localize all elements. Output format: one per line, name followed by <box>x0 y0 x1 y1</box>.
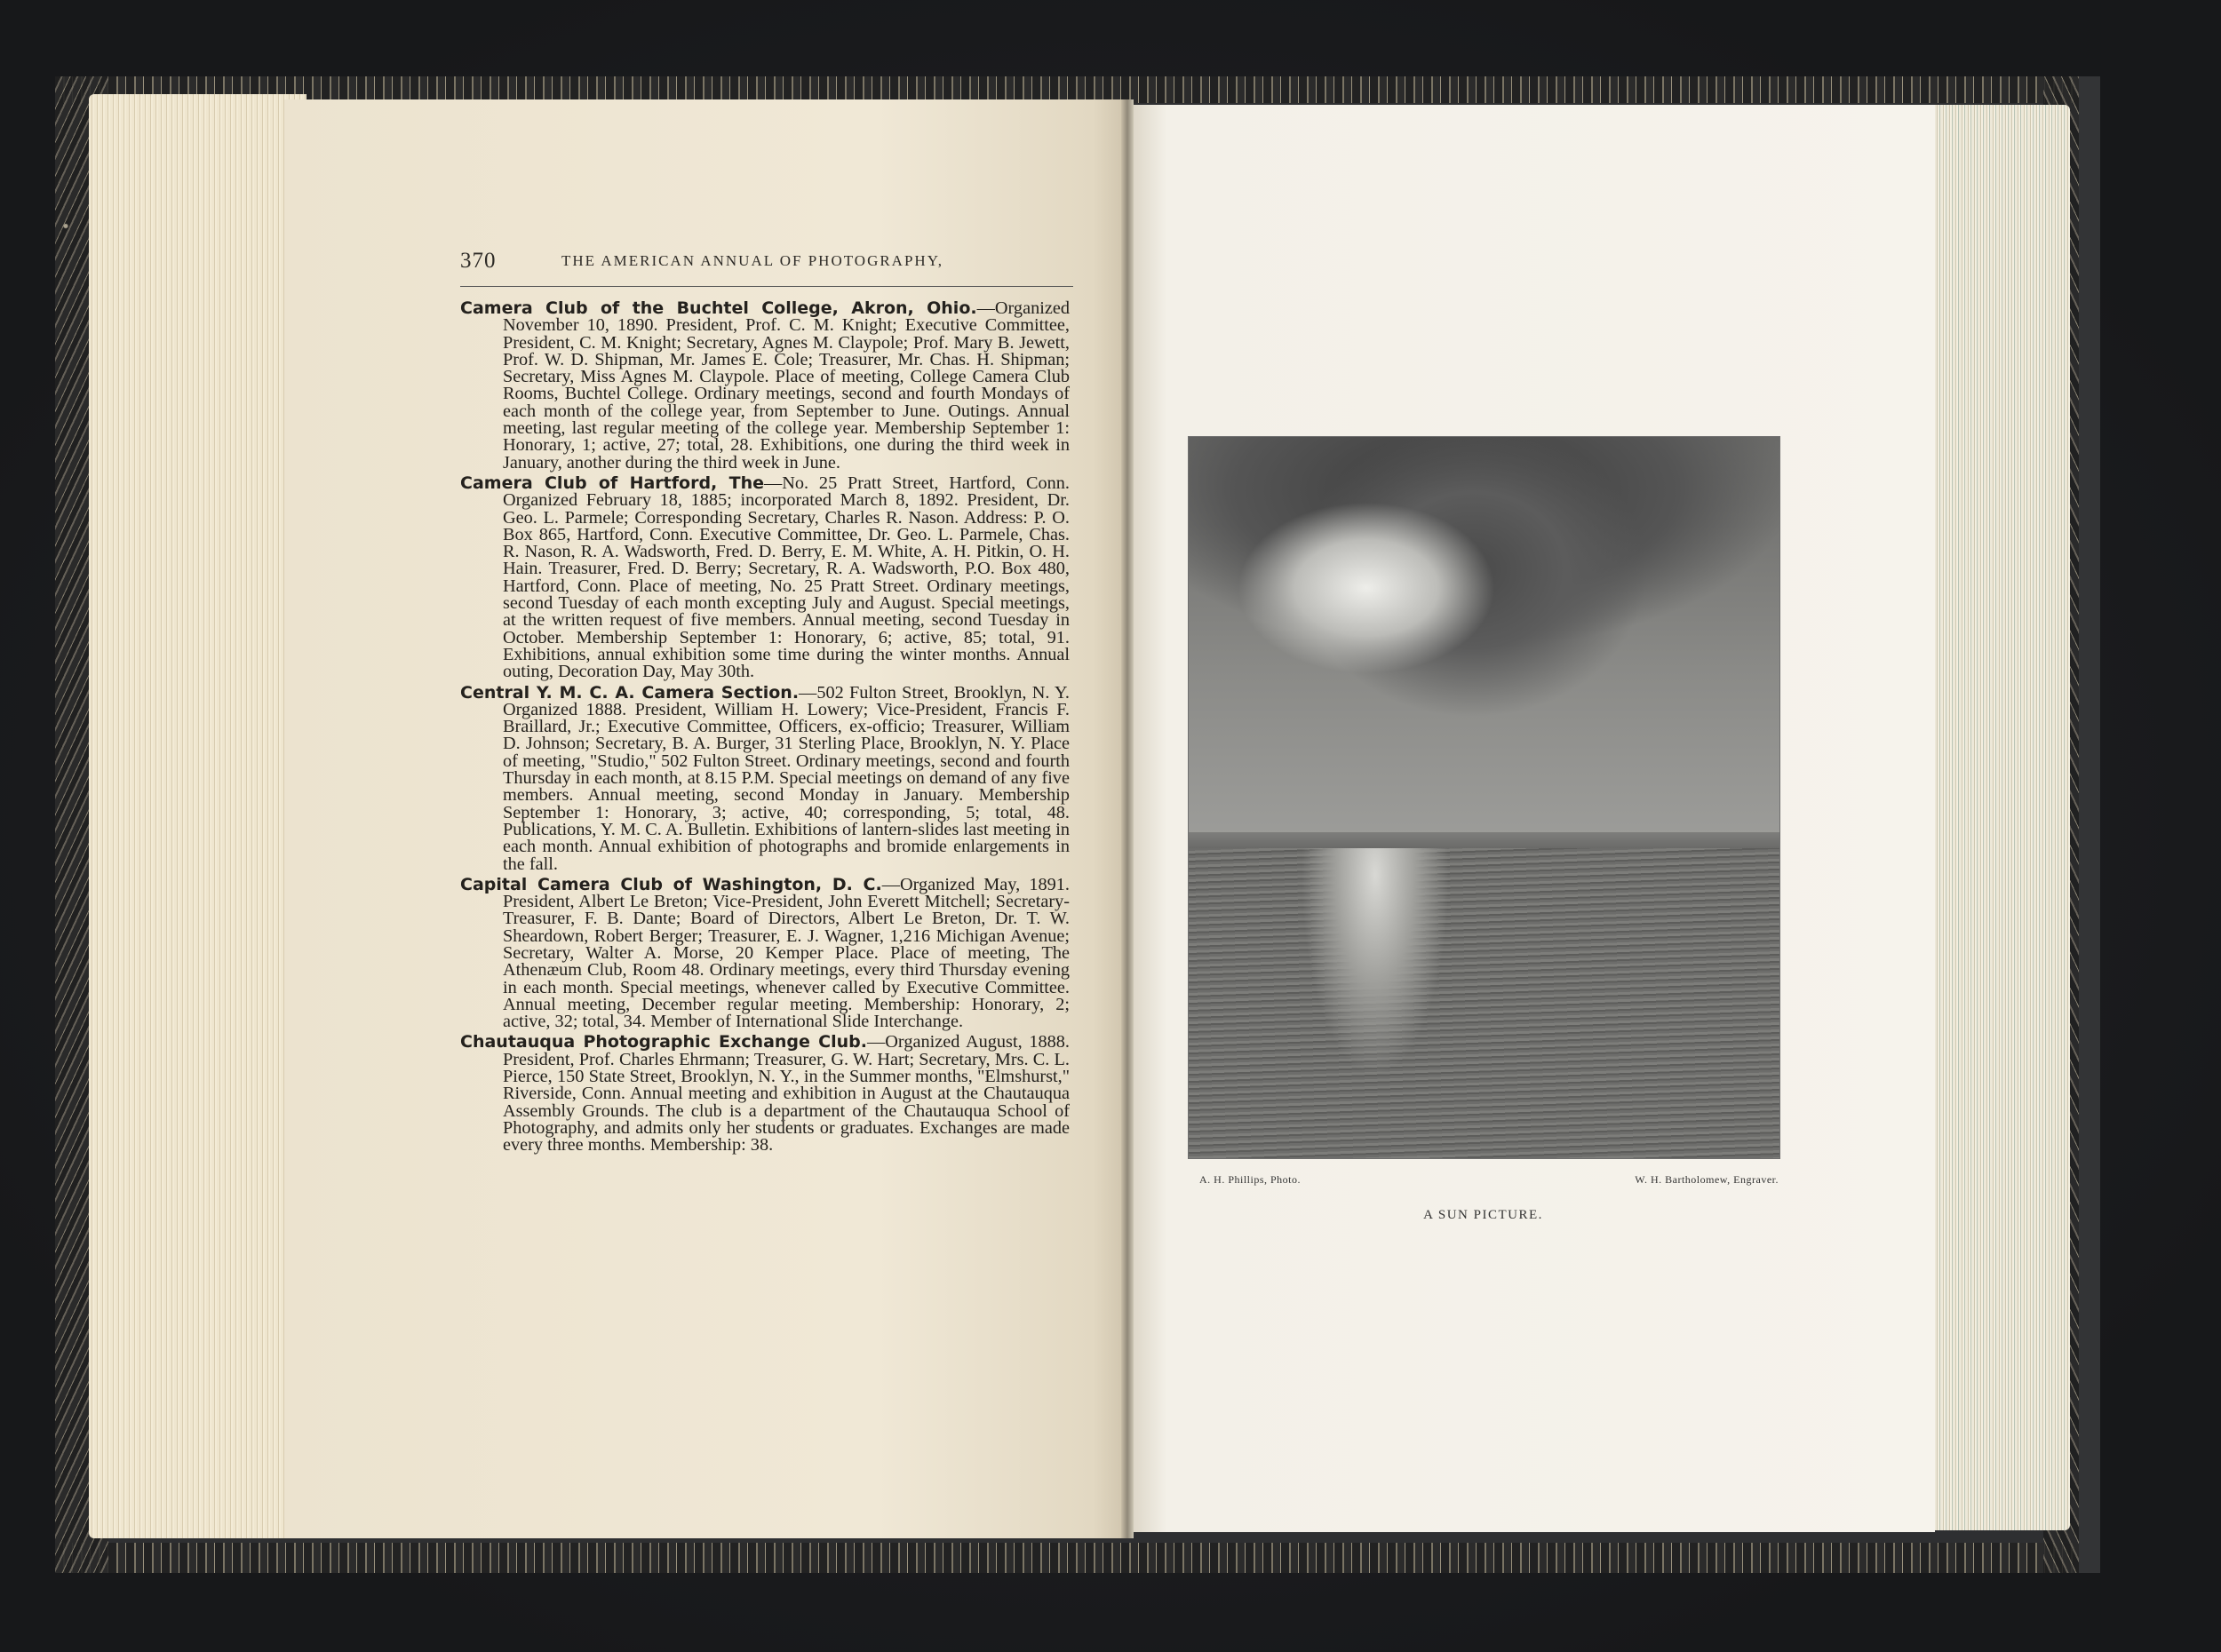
marbled-board-bottom <box>55 1543 2100 1573</box>
book-gutter <box>1121 99 1134 1538</box>
header-rule <box>460 286 1073 287</box>
club-details: —No. 25 Pratt Street, Hartford, Conn. Organized February 18, 1885; incorporated March 8, 1892. President, Dr. Geo. L. Parmele; Corresponding Secretary, Charles R. Nason. Address: P. O. Box 865, Hartford, Conn. Executive Committee, Dr. Geo. L. Parmele, Chas. R. Nason, R. A. Wadsworth, Fred. D. Berry, E. M. White, A. H. Pitkin, O. H. Hain. Treasurer, Fred. D. Berry; Secretary, R. A. Wadsworth, P.O. Box 480, Hartford, Conn. Place of meeting, No. 25 Pratt Street. Ordinary meetings, second Tuesday of each month excepting July and August. Special meetings, at the written request of five members. Annual meeting, second Tuesday in October. Membership September 1: Honorary, 6; active, 85; total, 91. Exhibitions, annual exhibition some time during the winter months. Annual outing, Decoration Day, May 30th. <box>503 473 1070 682</box>
photographer-credit: A. H. Phillips, Photo. <box>1199 1173 1302 1186</box>
page-edges-right <box>1928 105 2070 1530</box>
club-listing <box>460 300 1070 1158</box>
club-entry <box>460 300 1070 472</box>
club-entry <box>460 1034 1070 1154</box>
journal-title: THE AMERICAN ANNUAL OF PHOTOGRAPHY, <box>561 252 944 269</box>
club-entry <box>460 874 1070 1032</box>
engraver-credit: W. H. Bartholomew, Engraver. <box>1635 1173 1779 1186</box>
plate-caption: A SUN PICTURE. <box>1423 1208 1543 1222</box>
club-details: —Organized November 10, 1890. President, Prof. C. M. Knight; Executive Committee, President, C. M. Knight; Secretary, Agnes M. Claypole; Prof. Mary B. Jewett, Prof. W. D. Shipman, Mr. James E. Cole; Treasurer, Mr. Chas. H. Shipman; Secretary, Miss Agnes M. Claypole. Place of meeting, College Camera Club Rooms, Buchtel College. Ordinary meetings, second and fourth Mondays of each month of the college year, from September to June. Outings. Annual meeting, last regular meeting of the college year. Membership September 1: Honorary, 1; active, 27; total, 28. Exhibitions, one during the third week in January, another during the third week in June. <box>503 298 1070 473</box>
club-entry <box>460 682 1070 874</box>
running-head <box>460 250 1073 281</box>
book-spine <box>2079 76 2100 1573</box>
club-name: Chautauqua Photographic Exchange Club. <box>460 1032 867 1052</box>
club-name: Central Y. M. C. A. Camera Section. <box>460 682 800 703</box>
club-name: Camera Club of Hartford, The <box>460 473 764 493</box>
plate-water <box>1189 848 1779 1158</box>
club-details: —Organized May, 1891. President, Albert Le Breton; Vice-President, John Everett Mitchell; Secretary-Treasurer, F. B. Dante; Board of Directors, Albert Le Breton, Dr. T. W. Sheardown, Robert Berger; Treasurer, E. J. Wagner, 1,216 Michigan Avenue; Secretary, Walter A. Morse, 20 Kemper Place. Place of meeting, The Athenæum Club, Room 48. Ordinary meetings, every third Thursday evening in each month. Special meetings, whenever called by Executive Committee. Annual meeting, December regular meeting. Membership: Honorary, 2; active, 32; total, 34. Member of International Slide Interchange. <box>503 874 1070 1032</box>
club-entry <box>460 475 1070 681</box>
club-name: Capital Camera Club of Washington, D. C. <box>460 874 882 894</box>
photo-plate <box>1188 436 1780 1159</box>
club-details: —502 Fulton Street, Brooklyn, N. Y. Organized 1888. President, William H. Lowery; Vice-President, Francis F. Braillard, Jr.; Executive Committee, Officers, ex-officio; Treasurer, William D. Johnson; Secretary, B. A. Burger, 31 Sterling Place, Brooklyn, N. Y. Place of meeting, "Studio," 502 Fulton Street. Ordinary meetings, second and fourth Thursday in each month, at 8.15 P.M. Special meetings on demand of any five members. Annual meeting, second Monday in January. Membership September 1: Honorary, 3; active, 40; corresponding, 5; total, 48. Publications, Y. M. C. A. Bulletin. Exhibitions of lantern-slides last meeting in each month. Annual exhibition of photographs and bromide enlargements in the fall. <box>503 682 1070 874</box>
plate-sky <box>1189 437 1779 837</box>
plate-shoreline <box>1189 832 1779 848</box>
page-number: 370 <box>460 249 497 273</box>
club-details: —Organized August, 1888. President, Prof. Charles Ehrmann; Treasurer, G. W. Hart; Secretary, Mrs. C. L. Pierce, 150 State Street, Brooklyn, N. Y., in the Summer months, "Elmshurst," Riverside, Conn. Annual meeting and exhibition in August at the Chautauqua Assembly Grounds. The club is a department of the Chautauqua School of Photography, and admits only her students or graduates. Exchanges are made every three months. Membership: 38. <box>503 1032 1070 1156</box>
club-name: Camera Club of the Buchtel College, Akron, Ohio. <box>460 298 977 318</box>
page-edges-left <box>89 94 306 1538</box>
